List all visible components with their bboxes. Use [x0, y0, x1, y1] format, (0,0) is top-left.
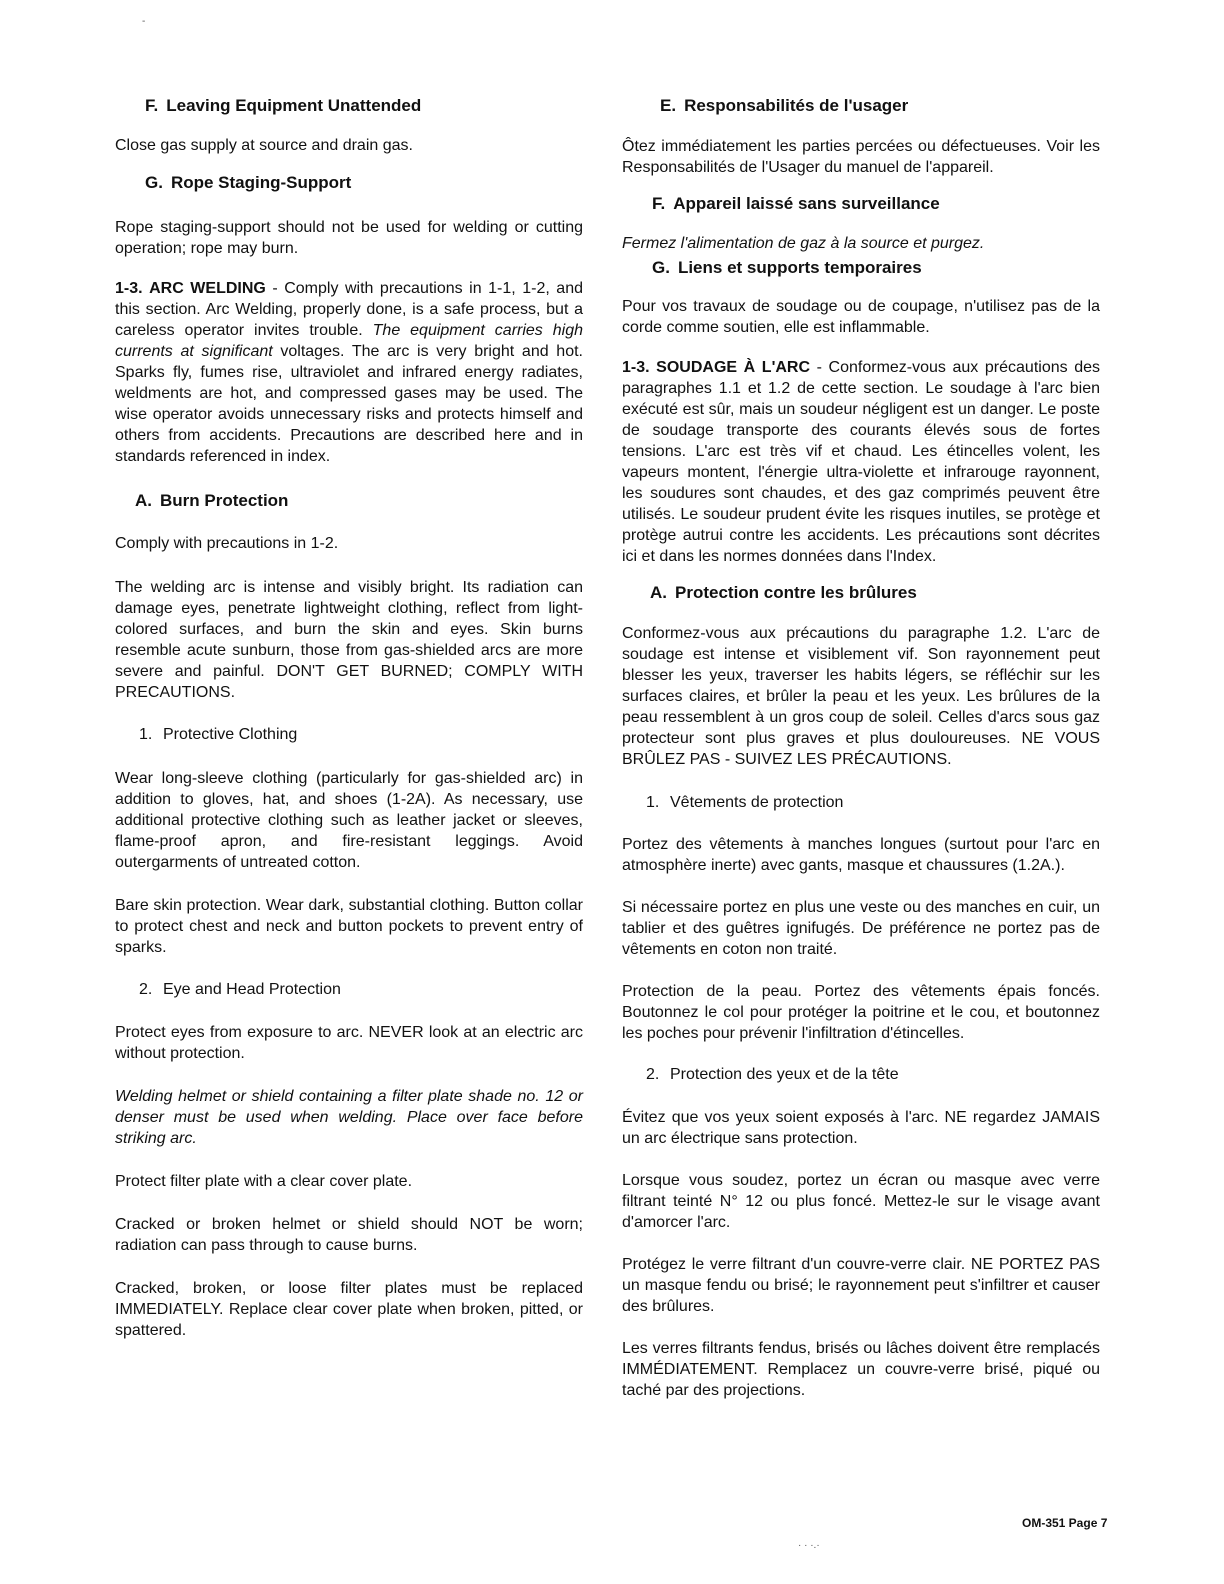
paragraph-clothing-2: Bare skin protection. Wear dark, substantial clothing. Button collar to protect chest and neck and button pockets to prevent entry of sparks. — [115, 897, 583, 956]
scan-speck: - — [142, 16, 146, 27]
paragraph-eye-1: Protect eyes from exposure to arc. NEVER look at an electric arc without protection. — [115, 1024, 583, 1062]
paragraph-a-fr: Conformez-vous aux précautions du paragraphe 1.2. L'arc de soudage est intense et visiblement vif. Son rayonnement peut blesser les yeux, traverser les habits légers, se réfléchir sur les surfaces claires, et brûler la peau et les yeux. Les brûlures de la peau ressemblent à un gros coup de soleil. Celles d'arcs sous gaz protecteur sont plus graves et plus douloureuses. NE VOUS BRÛLEZ PAS - SUIVEZ LES PRÉCAUTIONS. — [622, 625, 1100, 768]
paragraph-clothing-1: Wear long-sleeve clothing (particularly for gas-shielded arc) in addition to gloves, hat, and shoes (1-2A). As necessary, use additional protective clothing such as leather jacket or sleeves, flame-proof apron, and fire-resistant leggings. Avoid outergarments of untreated cotton. — [115, 770, 583, 871]
paragraph-f: Close gas supply at source and drain gas. — [115, 137, 413, 154]
section-heading-g-fr: G. Liens et supports temporaires — [652, 258, 922, 277]
paragraph-yeux-1-fr: Évitez que vos yeux soient exposés à l'arc. NE regardez JAMAIS un arc électrique sans protection. — [622, 1109, 1100, 1147]
paragraph-eye-4: Cracked or broken helmet or shield should NOT be worn; radiation can pass through to cause burns. — [115, 1216, 583, 1254]
french-column — [622, 95, 1100, 1401]
section-heading-a: A. Burn Protection — [135, 491, 289, 510]
scan-speck: · · ·.· — [798, 1540, 820, 1551]
paragraph-g-fr: Pour vos travaux de soudage ou de coupage, n'utilisez pas de la corde comme soutien, elle est inflammable. — [622, 298, 1100, 336]
paragraph-a-2: The welding arc is intense and visibly bright. Its radiation can damage eyes, penetrate lightweight clothing, reflect from light-colored surfaces, and burn the skin and eyes. Skin burns resemble acute sunburn, those from gas-shielded arcs are more severe and painful. DON'T GET BURNED; COMPLY WITH PRECAUTIONS. — [115, 579, 583, 701]
paragraph-a-1: Comply with precautions in 1-2. — [115, 535, 339, 552]
section-heading-f: F. Leaving Equipment Unattended — [145, 96, 422, 115]
subsection-heading-2-fr: 2. Protection des yeux et de la tête — [646, 1066, 899, 1083]
paragraph-vetements-1-fr: Portez des vêtements à manches longues (surtout pour l'arc en atmosphère inerte) avec gants, masque et chaussures (1.2A.). — [622, 836, 1100, 874]
paragraph-yeux-2-fr: Lorsque vous soudez, portez un écran ou masque avec verre filtrant teinté N° 12 ou plus foncé. Mettez-le sur le visage avant d'amorcer l'arc. — [622, 1172, 1100, 1231]
paragraph-soudage-fr: 1-3. SOUDAGE À L'ARC - Conformez-vous aux précautions des paragraphes 1.1 et 1.2 de cette section. Le soudage à l'arc bien exécuté est sûr, mais un soudeur négligent est un danger. Le poste de soudage transporte des courants élevés sous de fortes tensions. L'arc est très vif et chaud. Les étincelles volent, les vapeurs montent, l'énergie ultra-violette et infrarouge rayonnent, les soudures sont chaudes, et des gaz comprimés peuvent être utilisés. Le soudeur prudent évite les risques inutiles, se protège et protège autrui contre les accidents. Les précautions sont décrites ici et dans les normes données dans l'Index. — [622, 359, 1100, 565]
paragraph-yeux-3-fr: Protégez le verre filtrant d'un couvre-verre clair. NE PORTEZ PAS un masque fendu ou brisé; le rayonnement peut s'infiltrer et causer des brûlures. — [622, 1256, 1100, 1315]
section-heading-g: G. Rope Staging-Support — [145, 173, 352, 192]
paragraph-eye-5: Cracked, broken, or loose filter plates must be replaced IMMEDIATELY. Replace clear cover plate when broken, pitted, or spattered. — [115, 1280, 583, 1339]
subsection-heading-1: 1. Protective Clothing — [139, 726, 298, 743]
paragraph-eye-3: Protect filter plate with a clear cover plate. — [115, 1173, 413, 1190]
paragraph-arc-welding: 1-3. ARC WELDING - Comply with precautions in 1-1, 1-2, and this section. Arc Welding, properly done, is a safe process, but a careless operator invites trouble. The equipment carries high currents at significant voltages. The arc is very bright and hot. Sparks fly, fumes rise, ultraviolet and infrared energy radiates, weldments are hot, and compressed gases may be used. The wise operator avoids unnecessary risks and protects himself and others from accidents. Precautions are described here and in standards referenced in index. — [115, 280, 584, 465]
paragraph-e-fr: Ôtez immédiatement les parties percées ou défectueuses. Voir les Responsabilités de l'Usager du manuel de l'appareil. — [622, 138, 1100, 176]
english-column — [115, 95, 583, 1341]
subsection-heading-2: 2. Eye and Head Protection — [139, 981, 341, 998]
page-footer: OM-351 Page 7 — [1022, 1516, 1108, 1530]
paragraph-f-fr: Fermez l'alimentation de gaz à la source et purgez. — [622, 235, 985, 252]
section-heading-f-fr: F. Appareil laissé sans surveillance — [652, 194, 940, 213]
paragraph-vetements-3-fr: Protection de la peau. Portez des vêtements épais foncés. Boutonnez le col pour protéger la poitrine et le cou, et boutonnez les poches pour prévenir l'infiltration d'étincelles. — [622, 983, 1100, 1042]
paragraph-vetements-2-fr: Si nécessaire portez en plus une veste ou des manches en cuir, un tablier et des guêtres ignifugés. De préférence ne portez pas de vêtements en coton non traité. — [622, 899, 1100, 958]
paragraph-g: Rope staging-support should not be used for welding or cutting operation; rope may burn. — [115, 219, 583, 257]
paragraph-eye-2: Welding helmet or shield containing a filter plate shade no. 12 or denser must be used when welding. Place over face before striking arc. — [115, 1088, 583, 1147]
subsection-heading-1-fr: 1. Vêtements de protection — [646, 794, 844, 811]
section-heading-a-fr: A. Protection contre les brûlures — [650, 583, 917, 602]
section-heading-e-fr: E. Responsabilités de l'usager — [660, 96, 909, 115]
paragraph-yeux-4-fr: Les verres filtrants fendus, brisés ou lâches doivent être remplacés IMMÉDIATEMENT. Remplacez un couvre-verre brisé, piqué ou taché par des projections. — [622, 1340, 1100, 1399]
